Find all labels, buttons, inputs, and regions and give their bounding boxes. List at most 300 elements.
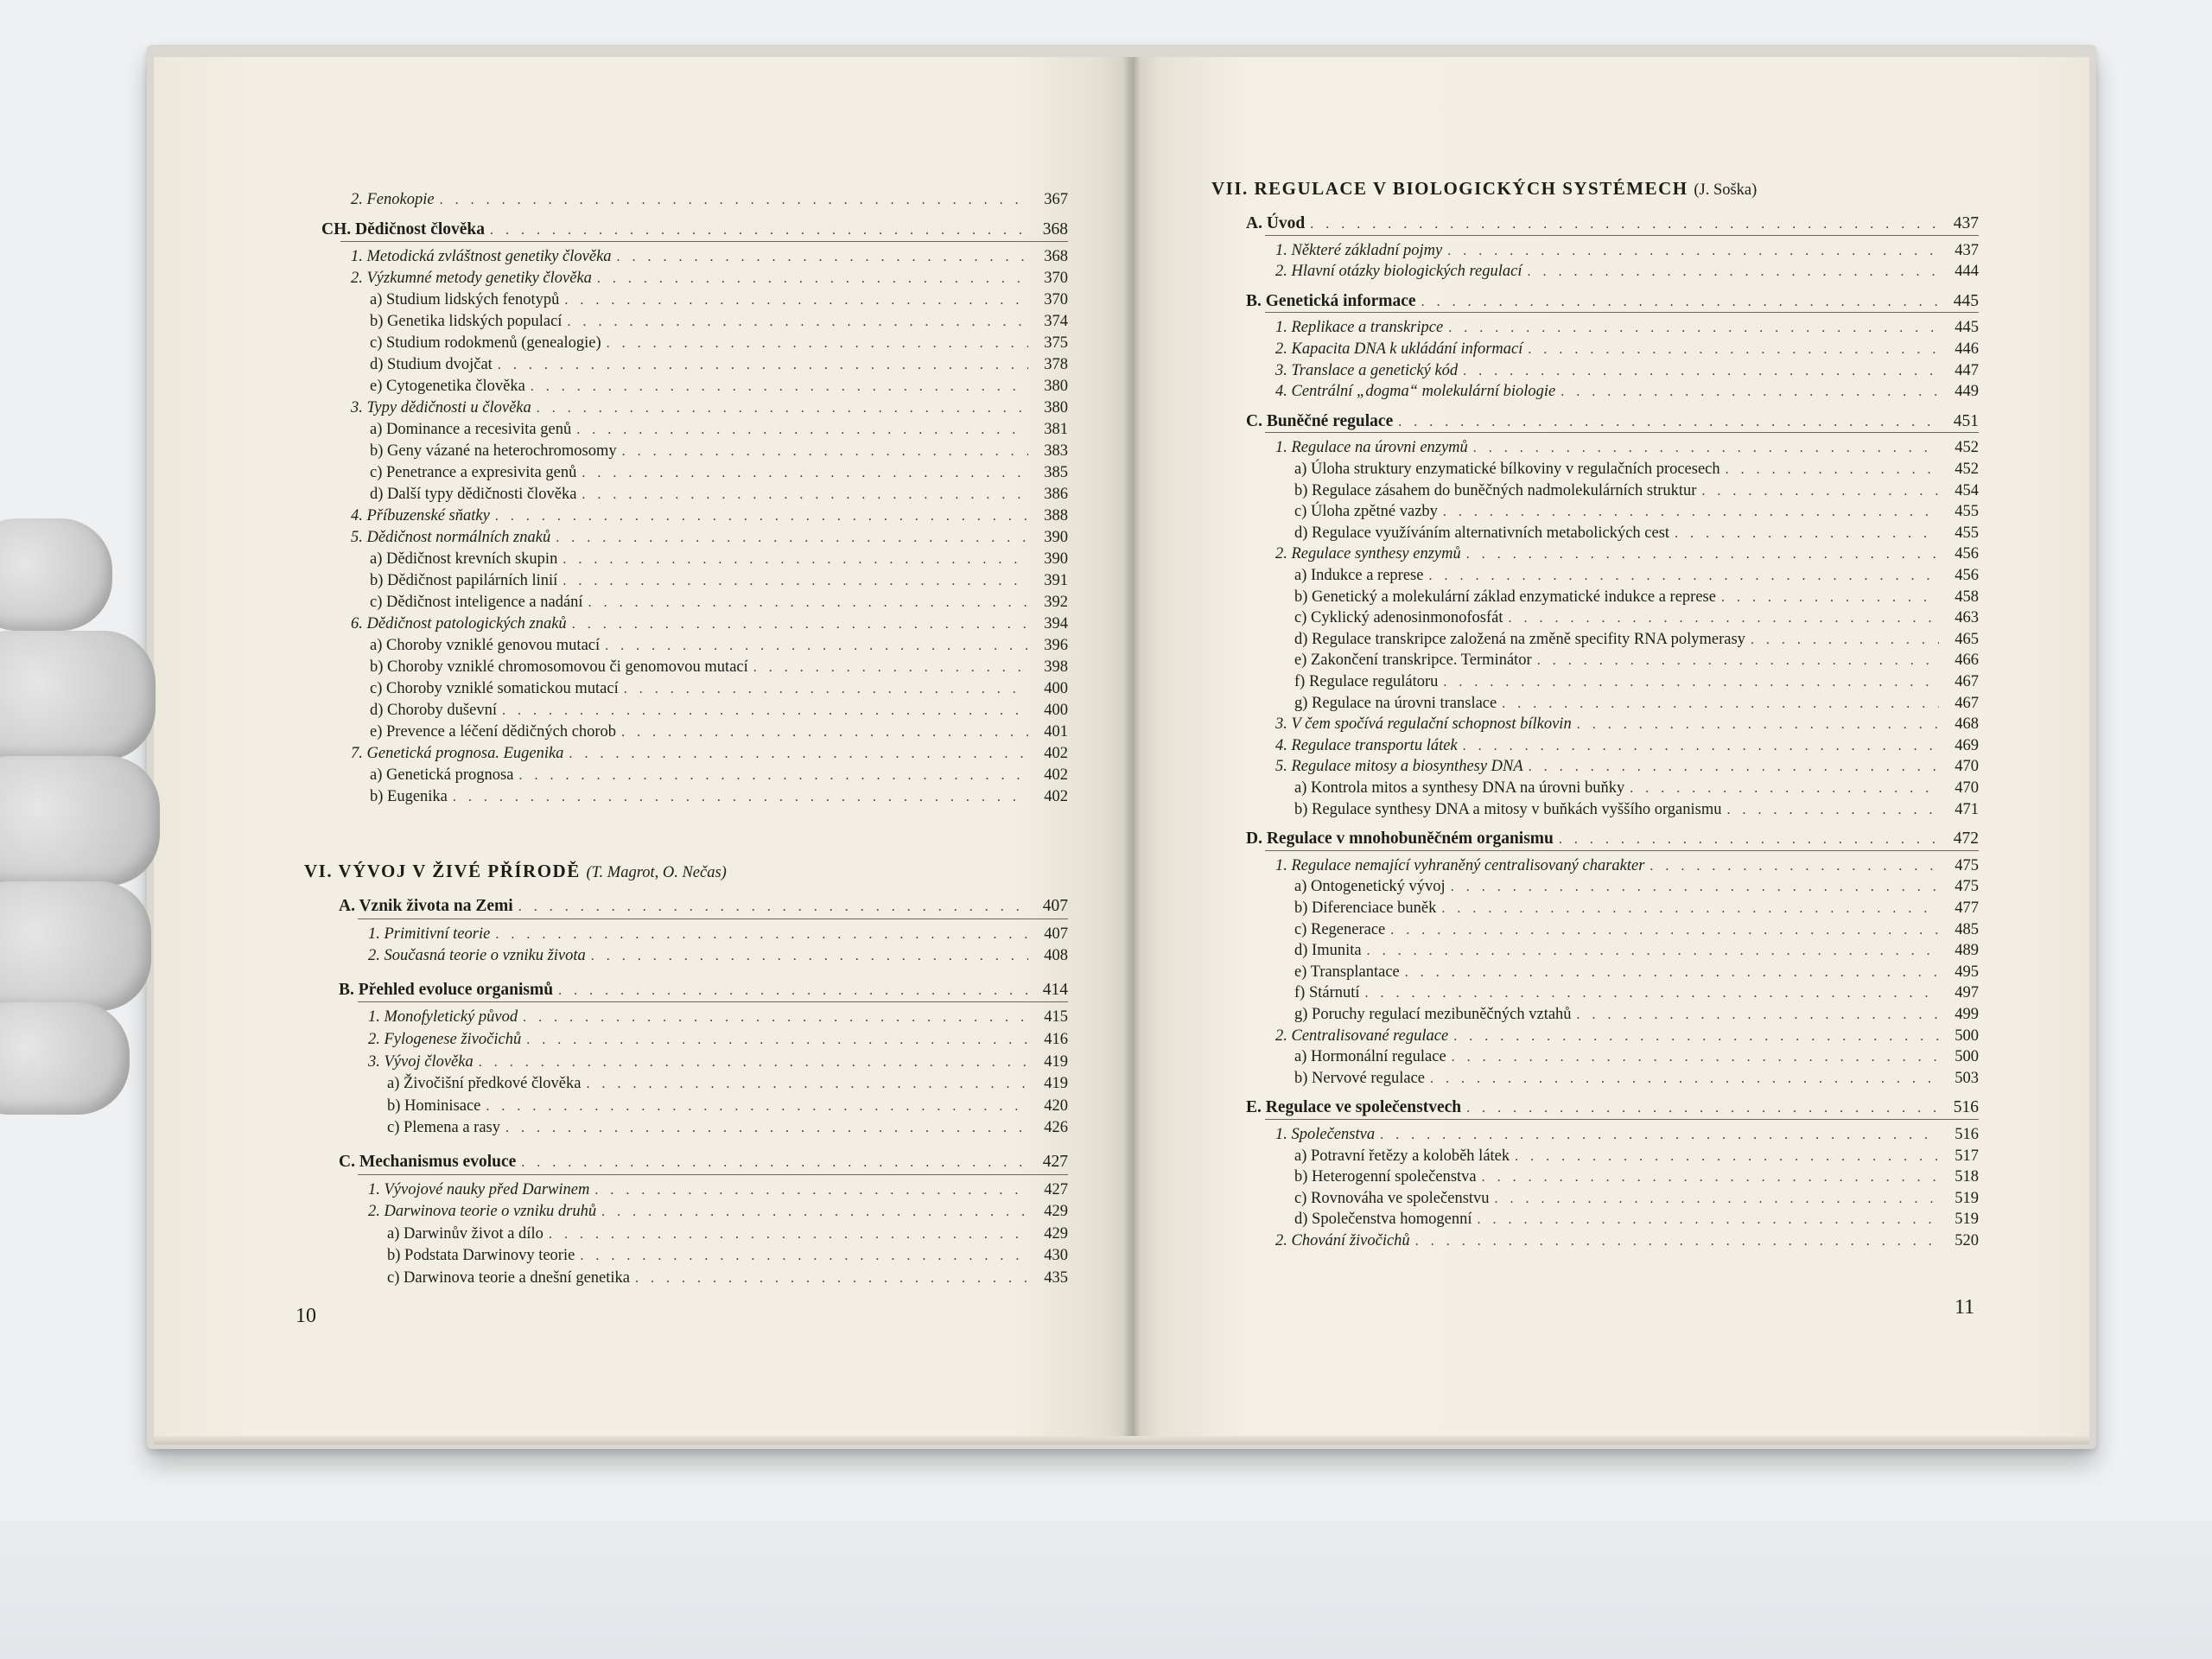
toc-entry-page: 456 bbox=[1955, 567, 1979, 584]
toc-entry-title: 5. Dědičnost normálních znaků bbox=[351, 529, 551, 546]
dot-leader bbox=[1529, 756, 1939, 779]
toc-entry bbox=[370, 332, 1068, 354]
toc-entry bbox=[1275, 1123, 1979, 1146]
dot-leader bbox=[526, 1029, 1028, 1052]
dot-leader bbox=[1502, 693, 1939, 715]
section-rule bbox=[1265, 850, 1979, 851]
section-rule bbox=[1265, 312, 1979, 313]
dot-leader bbox=[1415, 1230, 1939, 1253]
toc-entry-title: 2. Fylogenese živočichů bbox=[368, 1031, 522, 1048]
dot-leader bbox=[1443, 671, 1939, 694]
toc-entry-page: 444 bbox=[1955, 263, 1979, 281]
toc-entry-page: 445 bbox=[1955, 319, 1979, 337]
dot-leader bbox=[586, 1073, 1028, 1096]
dot-leader bbox=[537, 397, 1028, 420]
dot-leader bbox=[505, 1117, 1028, 1140]
dot-leader bbox=[1726, 459, 1939, 481]
toc-entry bbox=[1294, 875, 1979, 898]
toc-entry-title: c) Penetrance a expresivita genů bbox=[370, 464, 577, 481]
toc-entry bbox=[387, 1095, 1068, 1117]
page-number-left: 10 bbox=[296, 1305, 316, 1327]
toc-entry bbox=[370, 289, 1068, 311]
toc-entry bbox=[370, 569, 1068, 592]
dot-leader bbox=[1428, 565, 1939, 588]
toc-entry-page: 407 bbox=[1042, 897, 1068, 915]
dot-leader bbox=[1398, 411, 1939, 434]
dot-leader bbox=[1649, 855, 1939, 878]
dot-leader bbox=[1453, 1026, 1939, 1048]
toc-entry-page: 495 bbox=[1955, 963, 1979, 981]
toc-entry bbox=[1246, 410, 1979, 433]
toc-entry-page: 503 bbox=[1955, 1069, 1979, 1087]
toc-entry-page: 385 bbox=[1044, 464, 1068, 481]
toc-entry-title: 2. Darwinova teorie o vzniku druhů bbox=[368, 1203, 597, 1221]
toc-entry-page: 463 bbox=[1955, 609, 1979, 627]
toc-entry bbox=[339, 895, 1068, 918]
dot-leader bbox=[1466, 1097, 1939, 1120]
dot-leader bbox=[1675, 523, 1939, 545]
dot-leader bbox=[1528, 339, 1939, 361]
dot-leader bbox=[1430, 1068, 1939, 1090]
dot-leader bbox=[556, 527, 1028, 550]
dot-leader bbox=[453, 786, 1028, 809]
toc-entry bbox=[368, 944, 1068, 967]
toc-entry-page: 456 bbox=[1955, 545, 1979, 563]
dot-leader bbox=[563, 549, 1028, 571]
toc-entry-title: f) Regulace regulátoru bbox=[1294, 673, 1439, 690]
toc-entry bbox=[351, 613, 1068, 635]
toc-entry-title: a) Choroby vzniklé genovou mutací bbox=[370, 637, 601, 654]
dot-leader bbox=[624, 678, 1028, 701]
toc-entry bbox=[339, 1151, 1068, 1173]
toc-entry-page: 465 bbox=[1955, 630, 1979, 648]
toc-entry-page: 367 bbox=[1044, 191, 1068, 208]
toc-entry-page: 437 bbox=[1953, 214, 1979, 232]
toc-entry-page: 449 bbox=[1955, 383, 1979, 401]
dot-leader bbox=[1577, 1004, 1939, 1027]
toc-entry-page: 429 bbox=[1044, 1203, 1068, 1221]
toc-entry bbox=[351, 397, 1068, 419]
toc-entry bbox=[370, 677, 1068, 700]
toc-entry-title: f) Stárnutí bbox=[1294, 984, 1360, 1002]
dot-leader bbox=[523, 1007, 1028, 1029]
toc-entry-title: a) Úloha struktury enzymatické bílkoviny v regulačních procesech bbox=[1294, 461, 1720, 478]
toc-entry-page: 437 bbox=[1955, 241, 1979, 259]
toc-entry-title: d) Studium dvojčat bbox=[370, 356, 493, 373]
toc-entry-title: b) Dědičnost papilárních linií bbox=[370, 572, 558, 589]
dot-leader bbox=[1463, 360, 1939, 383]
toc-entry-page: 402 bbox=[1044, 788, 1068, 805]
toc-entry-page: 419 bbox=[1044, 1075, 1068, 1093]
toc-entry-title: d) Regulace transkripce založená na změně specifity RNA polymerasy bbox=[1294, 630, 1745, 648]
toc-entry bbox=[1275, 855, 1979, 877]
dot-leader bbox=[1515, 1146, 1939, 1168]
toc-entry-page: 520 bbox=[1955, 1232, 1979, 1249]
toc-entry bbox=[1275, 755, 1979, 778]
toc-entry-title: e) Zakončení transkripce. Terminátor bbox=[1294, 652, 1532, 670]
toc-entry bbox=[370, 418, 1068, 441]
dot-leader bbox=[621, 721, 1028, 744]
toc-entry-page: 374 bbox=[1044, 313, 1068, 330]
dot-leader bbox=[1365, 982, 1939, 1005]
toc-entry bbox=[368, 923, 1068, 945]
toc-entry-title: a) Ontogenetický vývoj bbox=[1294, 878, 1446, 896]
dot-leader bbox=[1310, 213, 1939, 236]
toc-entry-page: 458 bbox=[1955, 588, 1979, 606]
dot-leader bbox=[498, 354, 1028, 377]
dot-leader bbox=[572, 613, 1028, 636]
toc-entry-page: 470 bbox=[1955, 758, 1979, 776]
toc-entry-title: b) Podstata Darwinovy teorie bbox=[387, 1247, 575, 1265]
book-gutter bbox=[1123, 57, 1141, 1440]
dot-leader bbox=[518, 896, 1028, 918]
toc-entry-page: 516 bbox=[1953, 1098, 1979, 1117]
toc-entry bbox=[1246, 213, 1979, 235]
dot-leader bbox=[1559, 829, 1939, 851]
toc-entry-page: 517 bbox=[1955, 1147, 1979, 1165]
toc-entry bbox=[370, 461, 1068, 484]
toc-entry bbox=[1294, 480, 1979, 502]
toc-entry-page: 380 bbox=[1044, 378, 1068, 395]
toc-entry-title: c) Darwinova teorie a dnešní genetika bbox=[387, 1269, 630, 1287]
toc-entry-page: 427 bbox=[1042, 1153, 1068, 1171]
toc-entry-title: d) Imunita bbox=[1294, 942, 1362, 960]
toc-entry-title: a) Genetická prognosa bbox=[370, 766, 514, 784]
toc-entry-page: 475 bbox=[1955, 856, 1979, 874]
dot-leader bbox=[622, 441, 1028, 463]
dot-leader bbox=[1380, 1124, 1939, 1147]
part-authors: (J. Soška) bbox=[1694, 181, 1758, 199]
toc-entry-title: 1. Replikace a transkripce bbox=[1275, 319, 1444, 337]
toc-entry-title: 2. Současná teorie o vzniku života bbox=[368, 947, 586, 965]
dot-leader bbox=[607, 333, 1028, 355]
toc-entry-page: 472 bbox=[1953, 830, 1979, 849]
toc-entry-title: a) Dědičnost krevních skupin bbox=[370, 550, 558, 568]
dot-leader bbox=[1508, 607, 1939, 630]
toc-entry-title: d) Společenstva homogenní bbox=[1294, 1211, 1472, 1229]
toc-entry-title: 1. Regulace na úrovni enzymů bbox=[1275, 439, 1468, 457]
toc-entry-title: a) Dominance a recesivita genů bbox=[370, 421, 572, 438]
dot-leader bbox=[1421, 291, 1939, 314]
dot-leader bbox=[1463, 735, 1939, 758]
toc-entry-title: e) Prevence a léčení dědičných chorob bbox=[370, 723, 617, 741]
dot-leader bbox=[1495, 1188, 1939, 1211]
toc-entry-page: 388 bbox=[1044, 507, 1068, 524]
toc-entry-title: c) Regenerace bbox=[1294, 920, 1386, 938]
toc-entry-page: 497 bbox=[1955, 984, 1979, 1002]
toc-entry-page: 383 bbox=[1044, 442, 1068, 460]
dot-leader bbox=[1443, 501, 1939, 524]
toc-entry-page: 435 bbox=[1044, 1269, 1068, 1287]
toc-entry bbox=[370, 440, 1068, 462]
toc-entry bbox=[1294, 607, 1979, 629]
dot-leader bbox=[495, 505, 1028, 528]
toc-entry bbox=[1275, 436, 1979, 459]
toc-entry-page: 519 bbox=[1955, 1211, 1979, 1229]
toc-entry-title: b) Nervové regulace bbox=[1294, 1069, 1425, 1087]
toc-entry-page: 390 bbox=[1044, 529, 1068, 546]
toc-entry bbox=[370, 656, 1068, 678]
toc-entry bbox=[1294, 692, 1979, 715]
toc-entry-title: E. Regulace ve společenstvech bbox=[1246, 1098, 1462, 1117]
toc-entry bbox=[1275, 1230, 1979, 1252]
toc-entry bbox=[1275, 338, 1979, 360]
dot-leader bbox=[490, 219, 1028, 242]
toc-entry bbox=[368, 1179, 1068, 1201]
toc-entry-title: c) Úloha zpětné vazby bbox=[1294, 503, 1438, 521]
toc-entry-title: 3. V čem spočívá regulační schopnost bílkovin bbox=[1275, 715, 1572, 734]
toc-entry-title: b) Geny vázané na heterochromosomy bbox=[370, 442, 617, 460]
toc-entry bbox=[1294, 628, 1979, 651]
toc-entry-page: 445 bbox=[1953, 291, 1979, 310]
toc-entry-page: 402 bbox=[1044, 745, 1068, 762]
toc-entry bbox=[1294, 500, 1979, 523]
dot-leader bbox=[440, 189, 1028, 212]
section-rule bbox=[340, 241, 1068, 242]
toc-entry bbox=[368, 1028, 1068, 1051]
dot-leader bbox=[1537, 650, 1939, 672]
toc-entry-page: 368 bbox=[1044, 248, 1068, 265]
toc-entry-title: 3. Translace a genetický kód bbox=[1275, 361, 1459, 379]
dot-leader bbox=[588, 592, 1028, 614]
toc-entry bbox=[1275, 543, 1979, 565]
toc-entry bbox=[1294, 897, 1979, 919]
dot-leader bbox=[1441, 898, 1939, 920]
toc-entry bbox=[387, 1223, 1068, 1245]
dot-leader bbox=[1482, 1166, 1939, 1189]
toc-entry-title: a) Darwinův život a dílo bbox=[387, 1224, 543, 1243]
dot-leader bbox=[635, 1268, 1028, 1290]
toc-entry bbox=[351, 505, 1068, 527]
toc-entry-title: 2. Regulace synthesy enzymů bbox=[1275, 545, 1461, 563]
toc-entry-title: c) Plemena a rasy bbox=[387, 1119, 500, 1137]
toc-entry-title: c) Cyklický adenosinmonofosfát bbox=[1294, 609, 1503, 627]
toc-entry-title: 2. Centralisované regulace bbox=[1275, 1027, 1449, 1045]
toc-entry-title: 5. Regulace mitosy a biosynthesy DNA bbox=[1275, 758, 1523, 776]
toc-entry-title: a) Živočišní předkové člověka bbox=[387, 1075, 582, 1093]
toc-entry-page: 420 bbox=[1044, 1096, 1068, 1115]
toc-entry-title: D. Regulace v mnohobuněčném organismu bbox=[1246, 830, 1554, 849]
toc-entry-title: 1. Regulace nemající vyhraněný centralisovaný charakter bbox=[1275, 856, 1645, 874]
background-surface bbox=[0, 1521, 2212, 1659]
toc-entry-page: 400 bbox=[1044, 680, 1068, 697]
toc-entry bbox=[339, 979, 1068, 1001]
toc-entry-title: b) Regulace synthesy DNA a mitosy v buňkách vyššího organismu bbox=[1294, 800, 1722, 818]
toc-entry-title: 4. Regulace transportu látek bbox=[1275, 736, 1458, 754]
toc-entry-title: c) Studium rodokmenů (genealogie) bbox=[370, 334, 601, 352]
toc-entry bbox=[387, 1072, 1068, 1095]
toc-entry bbox=[351, 245, 1068, 268]
toc-entry-page: 446 bbox=[1955, 340, 1979, 358]
toc-entry bbox=[370, 310, 1068, 333]
toc-entry-page: 467 bbox=[1955, 673, 1979, 690]
toc-entry bbox=[1294, 522, 1979, 544]
toc-entry-title: 4. Příbuzenské sňatky bbox=[351, 507, 490, 524]
toc-entry bbox=[387, 1116, 1068, 1139]
dot-leader bbox=[502, 700, 1028, 722]
toc-entry-title: 1. Metodická zvláštnost genetiky člověka bbox=[351, 248, 612, 265]
part-authors: (T. Magrot, O. Nečas) bbox=[586, 864, 727, 881]
toc-entry-title: d) Regulace využíváním alternativních metabolických cest bbox=[1294, 524, 1670, 542]
toc-entry-title: 6. Dědičnost patologických znaků bbox=[351, 615, 567, 632]
toc-entry-title: b) Genetika lidských populací bbox=[370, 313, 563, 330]
toc-entry bbox=[368, 1051, 1068, 1073]
dot-leader bbox=[1577, 714, 1939, 736]
toc-entry-page: 401 bbox=[1044, 723, 1068, 741]
dot-leader bbox=[558, 980, 1028, 1002]
toc-entry bbox=[1294, 458, 1979, 480]
toc-entry-page: 518 bbox=[1955, 1168, 1979, 1186]
toc-entry bbox=[1294, 777, 1979, 799]
toc-entry-title: b) Eugenika bbox=[370, 788, 448, 805]
toc-entry-title: 1. Primitivní teorie bbox=[368, 925, 491, 943]
toc-entry bbox=[370, 353, 1068, 376]
section-rule bbox=[358, 1001, 1068, 1002]
dot-leader bbox=[1527, 261, 1939, 283]
dot-leader bbox=[1451, 876, 1939, 899]
toc-entry-title: d) Choroby duševní bbox=[370, 702, 497, 719]
toc-entry bbox=[1275, 1025, 1979, 1047]
toc-entry bbox=[1294, 982, 1979, 1004]
toc-entry-page: 429 bbox=[1044, 1224, 1068, 1243]
dot-leader bbox=[582, 462, 1028, 485]
dot-leader bbox=[1701, 480, 1939, 503]
toc-entry-page: 419 bbox=[1044, 1052, 1068, 1071]
toc-entry-page: 471 bbox=[1955, 800, 1979, 818]
dot-leader bbox=[1560, 381, 1939, 404]
toc-entry bbox=[1275, 734, 1979, 757]
toc-entry-page: 414 bbox=[1042, 980, 1068, 999]
toc-entry bbox=[370, 634, 1068, 657]
toc-entry bbox=[1294, 918, 1979, 941]
toc-entry bbox=[1275, 316, 1979, 339]
toc-entry-title: 4. Centrální „dogma“ molekulární biologie bbox=[1275, 383, 1556, 401]
toc-entry-title: a) Studium lidských fenotypů bbox=[370, 291, 560, 308]
toc-entry-title: b) Choroby vzniklé chromosomovou či genomovou mutací bbox=[370, 658, 748, 676]
dot-leader bbox=[753, 657, 1028, 679]
toc-entry bbox=[1294, 1067, 1979, 1090]
toc-entry bbox=[1294, 798, 1979, 821]
toc-entry-title: 3. Typy dědičnosti u člověka bbox=[351, 399, 531, 416]
toc-entry bbox=[1275, 713, 1979, 735]
dot-leader bbox=[531, 376, 1028, 398]
dot-leader bbox=[576, 419, 1028, 442]
dot-leader bbox=[1721, 587, 1939, 609]
toc-entry-page: 477 bbox=[1955, 899, 1979, 917]
dot-leader bbox=[1367, 940, 1939, 963]
toc-entry bbox=[368, 1006, 1068, 1028]
toc-entry-title: b) Genetický a molekulární základ enzymatické indukce a represe bbox=[1294, 588, 1716, 606]
toc-entry bbox=[1294, 649, 1979, 671]
toc-entry bbox=[1246, 290, 1979, 313]
section-rule bbox=[1265, 235, 1979, 236]
toc-entry-page: 469 bbox=[1955, 736, 1979, 754]
toc-entry-title: 2. Kapacita DNA k ukládání informací bbox=[1275, 340, 1523, 358]
toc-entry-page: 485 bbox=[1955, 920, 1979, 938]
toc-entry bbox=[1294, 1208, 1979, 1230]
toc-entry-title: b) Hominisace bbox=[387, 1096, 481, 1115]
dot-leader bbox=[1405, 962, 1939, 984]
toc-entry-page: 408 bbox=[1044, 947, 1068, 965]
toc-entry-title: B. Přehled evoluce organismů bbox=[339, 980, 554, 999]
toc-entry-title: g) Regulace na úrovni translace bbox=[1294, 694, 1497, 712]
toc-entry-title: C. Buněčné regulace bbox=[1246, 411, 1394, 430]
toc-entry-page: 430 bbox=[1044, 1247, 1068, 1265]
toc-entry-title: b) Heterogenní společenstva bbox=[1294, 1168, 1477, 1186]
toc-entry bbox=[368, 1200, 1068, 1223]
toc-entry-title: 1. Monofyletický původ bbox=[368, 1008, 518, 1027]
toc-entry bbox=[1246, 1096, 1979, 1119]
toc-entry-page: 400 bbox=[1044, 702, 1068, 719]
toc-entry-page: 452 bbox=[1955, 461, 1979, 478]
dot-leader bbox=[582, 484, 1028, 506]
toc-entry-page: 426 bbox=[1044, 1119, 1068, 1137]
toc-entry-page: 392 bbox=[1044, 594, 1068, 611]
toc-entry bbox=[351, 267, 1068, 289]
toc-entry-title: c) Dědičnost inteligence a nadání bbox=[370, 594, 583, 611]
toc-entry bbox=[1294, 1166, 1979, 1188]
toc-entry bbox=[370, 591, 1068, 613]
dot-leader bbox=[563, 570, 1028, 593]
toc-entry-page: 427 bbox=[1044, 1180, 1068, 1198]
toc-entry-page: 519 bbox=[1955, 1189, 1979, 1207]
toc-entry bbox=[1294, 961, 1979, 983]
toc-entry bbox=[370, 375, 1068, 397]
toc-entry-title: 1. Vývojové nauky před Darwinem bbox=[368, 1180, 590, 1198]
dot-leader bbox=[601, 1201, 1028, 1224]
toc-entry-title: 2. Hlavní otázky biologických regulací bbox=[1275, 263, 1522, 281]
dot-leader bbox=[564, 289, 1028, 312]
toc-entry-page: 516 bbox=[1955, 1126, 1979, 1143]
dot-leader bbox=[486, 1096, 1028, 1118]
toc-entry bbox=[1294, 586, 1979, 608]
dot-leader bbox=[479, 1052, 1028, 1074]
part-title-text: VI. VÝVOJ V ŽIVÉ PŘÍRODĚ bbox=[304, 861, 581, 881]
dot-leader bbox=[569, 743, 1028, 766]
toc-entry-title: c) Rovnováha ve společenstvu bbox=[1294, 1189, 1490, 1207]
toc-entry-title: B. Genetická informace bbox=[1246, 291, 1416, 310]
toc-entry-title: d) Další typy dědičnosti člověka bbox=[370, 486, 577, 503]
toc-entry-title: 2. Fenokopie bbox=[351, 191, 435, 208]
toc-entry bbox=[370, 785, 1068, 808]
toc-entry-page: 470 bbox=[1955, 779, 1979, 797]
toc-entry-page: 447 bbox=[1955, 361, 1979, 379]
toc-entry bbox=[1246, 828, 1979, 850]
toc-entry-page: 489 bbox=[1955, 942, 1979, 960]
dot-leader bbox=[521, 1152, 1028, 1174]
part-title-text: VII. REGULACE V BIOLOGICKÝCH SYSTÉMECH bbox=[1211, 178, 1688, 199]
toc-entry bbox=[351, 742, 1068, 765]
toc-entry-page: 394 bbox=[1044, 615, 1068, 632]
toc-entry bbox=[370, 548, 1068, 570]
page-edges bbox=[154, 1436, 2089, 1445]
toc-entry-title: 1. Společenstva bbox=[1275, 1126, 1376, 1143]
dot-leader bbox=[1473, 437, 1939, 460]
dot-leader bbox=[591, 945, 1028, 968]
dot-leader bbox=[580, 1245, 1028, 1268]
toc-entry-page: 402 bbox=[1044, 766, 1068, 784]
toc-entry bbox=[1275, 260, 1979, 283]
section-rule bbox=[1265, 1119, 1979, 1120]
dot-leader bbox=[1390, 919, 1939, 942]
toc-entry-page: 370 bbox=[1044, 270, 1068, 287]
dot-leader bbox=[567, 311, 1028, 334]
toc-entry-title: C. Mechanismus evoluce bbox=[339, 1153, 517, 1171]
part-title-vi bbox=[304, 861, 727, 888]
toc-entry bbox=[1275, 239, 1979, 262]
section-rule bbox=[358, 1174, 1068, 1175]
toc-entry-page: 500 bbox=[1955, 1027, 1979, 1045]
